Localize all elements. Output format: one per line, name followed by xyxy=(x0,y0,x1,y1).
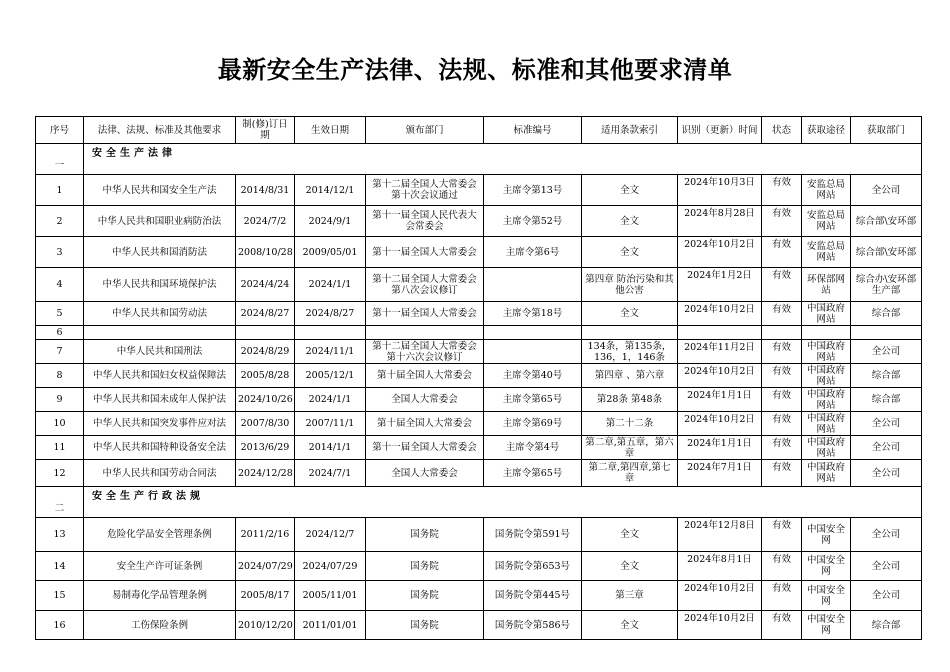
table-cell: 2024年12月8日 xyxy=(678,518,762,552)
table-cell: 2005/11/01 xyxy=(295,581,366,611)
table-cell: 2024年10月3日 xyxy=(678,175,762,206)
page-title: 最新安全生产法律、法规、标准和其他要求清单 xyxy=(217,56,733,84)
table-cell: 全文 xyxy=(582,518,678,552)
table-cell: 2024年10月2日 xyxy=(678,581,762,611)
table-cell xyxy=(484,340,582,364)
table-cell: 全文 xyxy=(582,206,678,237)
table-cell: 全公司 xyxy=(851,552,922,581)
header-row xyxy=(36,117,922,144)
table-cell: 全公司 xyxy=(851,518,922,552)
table-cell: 全文 xyxy=(582,552,678,581)
table-cell: 综合部\安环部 xyxy=(851,206,922,237)
table-cell: 3 xyxy=(36,237,84,268)
table-cell: 中华人民共和国突发事件应对法 xyxy=(84,412,236,436)
table-cell: 有效 xyxy=(762,388,802,412)
table-cell xyxy=(484,326,582,340)
table-row xyxy=(36,611,922,640)
table-cell: 2005/8/28 xyxy=(236,364,295,388)
header-cell: 生效日期 xyxy=(295,117,366,144)
table-cell: 2024/7/2 xyxy=(236,206,295,237)
table-cell: 2013/6/29 xyxy=(236,436,295,460)
table-cell: 第四章 、第六章 xyxy=(582,364,678,388)
header-cell: 识别（更新）时间 xyxy=(678,117,762,144)
table-cell: 2024/8/27 xyxy=(236,302,295,326)
table-cell: 2024/1/1 xyxy=(295,388,366,412)
table-row xyxy=(36,237,922,268)
table-cell: 国务院令第586号 xyxy=(484,611,582,640)
table-cell: 中国政府网站 xyxy=(802,388,851,412)
table-cell: 有效 xyxy=(762,581,802,611)
table-cell: 2024年1月1日 xyxy=(678,388,762,412)
table-cell: 有效 xyxy=(762,611,802,640)
table-cell: 中国安全网 xyxy=(802,518,851,552)
table-cell: 2014/8/31 xyxy=(236,175,295,206)
table-cell: 中华人民共和国劳动合同法 xyxy=(84,460,236,487)
table-cell: 有效 xyxy=(762,340,802,364)
header-cell: 法律、法规、标准及其他要求 xyxy=(84,117,236,144)
table-cell: 有效 xyxy=(762,412,802,436)
table-cell: 中华人民共和国妇女权益保障法 xyxy=(84,364,236,388)
table-cell: 第十二届全国人大常委会第十次会议通过 xyxy=(366,175,484,206)
table-cell: 14 xyxy=(36,552,84,581)
table-cell: 12 xyxy=(36,460,84,487)
table-cell: 2024年11月2日 xyxy=(678,340,762,364)
table-cell: 有效 xyxy=(762,206,802,237)
table-cell: 第二章,第五章，第六章 xyxy=(582,436,678,460)
table-cell xyxy=(678,326,762,340)
table-row xyxy=(36,326,922,340)
table-cell: 第十届全国人大常委会 xyxy=(366,364,484,388)
table-cell: 有效 xyxy=(762,237,802,268)
table-cell: 安监总局网站 xyxy=(802,237,851,268)
section-number: 二 xyxy=(36,487,84,518)
table-cell: 主席令第18号 xyxy=(484,302,582,326)
table-cell: 第28条 第48条 xyxy=(582,388,678,412)
table-cell: 危险化学品安全管理条例 xyxy=(84,518,236,552)
table-cell: 中华人民共和国安全生产法 xyxy=(84,175,236,206)
table-cell xyxy=(295,326,366,340)
table-cell: 中国政府网站 xyxy=(802,364,851,388)
table-cell: 全公司 xyxy=(851,412,922,436)
table-cell: 2008/10/28 xyxy=(236,237,295,268)
section-row xyxy=(36,487,922,518)
table-cell: 第三章 xyxy=(582,581,678,611)
table-row xyxy=(36,388,922,412)
header-cell: 颁布部门 xyxy=(366,117,484,144)
table-row xyxy=(36,518,922,552)
table-cell: 中华人民共和国特种设备安全法 xyxy=(84,436,236,460)
table-cell: 2024/12/7 xyxy=(295,518,366,552)
table-cell: 13 xyxy=(36,518,84,552)
table-cell: 2024/07/29 xyxy=(295,552,366,581)
table-cell: 2024年1月2日 xyxy=(678,268,762,302)
table-cell: 2007/8/30 xyxy=(236,412,295,436)
table-cell: 2024/07/29 xyxy=(236,552,295,581)
table-cell: 工伤保险条例 xyxy=(84,611,236,640)
table-cell: 中华人民共和国职业病防治法 xyxy=(84,206,236,237)
header-cell: 适用条款索引 xyxy=(582,117,678,144)
table-cell: 有效 xyxy=(762,268,802,302)
table-cell: 全文 xyxy=(582,302,678,326)
table-row xyxy=(36,302,922,326)
table-row xyxy=(36,340,922,364)
table-cell: 有效 xyxy=(762,302,802,326)
table-cell xyxy=(84,326,236,340)
table-cell: 2011/01/01 xyxy=(295,611,366,640)
table-cell: 2024/8/29 xyxy=(236,340,295,364)
table-cell xyxy=(582,326,678,340)
table-cell: 安监总局网站 xyxy=(802,206,851,237)
table-cell: 2 xyxy=(36,206,84,237)
table-row xyxy=(36,552,922,581)
table-row xyxy=(36,460,922,487)
table-cell: 全公司 xyxy=(851,436,922,460)
table-cell: 主席令第52号 xyxy=(484,206,582,237)
table-cell: 全国人大常委会 xyxy=(366,460,484,487)
table-cell: 主席令第6号 xyxy=(484,237,582,268)
table-cell: 国务院 xyxy=(366,518,484,552)
table-cell: 2024/7/1 xyxy=(295,460,366,487)
table-cell: 2024年7月1日 xyxy=(678,460,762,487)
table-cell: 有效 xyxy=(762,436,802,460)
table-cell: 中国政府网站 xyxy=(802,340,851,364)
table-cell: 2024年10月2日 xyxy=(678,611,762,640)
table-cell: 综合部 xyxy=(851,364,922,388)
table-cell: 中国政府网站 xyxy=(802,436,851,460)
table-cell: 第十一届全国人民代表大会常委会 xyxy=(366,206,484,237)
table-cell: 主席令第65号 xyxy=(484,388,582,412)
table-cell: 全文 xyxy=(582,611,678,640)
table-cell: 中华人民共和国消防法 xyxy=(84,237,236,268)
table-cell: 2014/1/1 xyxy=(295,436,366,460)
table-row xyxy=(36,268,922,302)
table-cell: 国务院 xyxy=(366,611,484,640)
table-cell: 2024/4/24 xyxy=(236,268,295,302)
table-cell: 有效 xyxy=(762,175,802,206)
table-cell: 环保部网站 xyxy=(802,268,851,302)
table-cell: 第十届全国人大常委会 xyxy=(366,412,484,436)
table-row xyxy=(36,175,922,206)
table-cell: 有效 xyxy=(762,460,802,487)
table-row xyxy=(36,436,922,460)
table-cell: 全公司 xyxy=(851,340,922,364)
table-cell: 中华人民共和国劳动法 xyxy=(84,302,236,326)
table-cell: 4 xyxy=(36,268,84,302)
section-row xyxy=(36,144,922,175)
table-cell: 2024/11/1 xyxy=(295,340,366,364)
table-cell xyxy=(484,268,582,302)
table-cell: 全国人大常委会 xyxy=(366,388,484,412)
table-cell: 有效 xyxy=(762,364,802,388)
table-cell: 2007/11/1 xyxy=(295,412,366,436)
table-cell: 全公司 xyxy=(851,581,922,611)
table-cell: 9 xyxy=(36,388,84,412)
table-row xyxy=(36,412,922,436)
table-cell: 全文 xyxy=(582,175,678,206)
table-cell: 中国政府网站 xyxy=(802,412,851,436)
table-cell: 2024年8月1日 xyxy=(678,552,762,581)
table-cell: 全公司 xyxy=(851,460,922,487)
table-cell xyxy=(366,326,484,340)
table-cell: 2009/05/01 xyxy=(295,237,366,268)
table-cell: 综合部\安环部 xyxy=(851,237,922,268)
table-cell: 2024年1月1日 xyxy=(678,436,762,460)
table-row xyxy=(36,364,922,388)
regulations-table xyxy=(35,116,922,640)
table-cell xyxy=(762,326,802,340)
table-body xyxy=(36,117,922,640)
table-cell: 主席令第4号 xyxy=(484,436,582,460)
table-cell: 第四章 防治污染和其他公害 xyxy=(582,268,678,302)
table-cell: 1 xyxy=(36,175,84,206)
table-cell: 7 xyxy=(36,340,84,364)
table-cell: 中国安全网 xyxy=(802,581,851,611)
table-cell: 2024/8/27 xyxy=(295,302,366,326)
table-cell: 第十一届全国人大常委会 xyxy=(366,436,484,460)
table-cell: 15 xyxy=(36,581,84,611)
section-label: 安全生产法律 xyxy=(84,144,922,175)
table-cell: 主席令第69号 xyxy=(484,412,582,436)
table-cell xyxy=(851,326,922,340)
table-cell: 2024/9/1 xyxy=(295,206,366,237)
table-cell: 2005/8/17 xyxy=(236,581,295,611)
table-cell: 有效 xyxy=(762,518,802,552)
table-cell: 安监总局网站 xyxy=(802,175,851,206)
header-cell: 获取部门 xyxy=(851,117,922,144)
table-cell: 2024年10月2日 xyxy=(678,412,762,436)
header-cell: 制(修)订日期 xyxy=(236,117,295,144)
section-label: 安全生产行政法规 xyxy=(84,487,922,518)
table-cell: 中国政府网站 xyxy=(802,460,851,487)
table-cell: 第二十二条 xyxy=(582,412,678,436)
table-cell: 中国政府网站 xyxy=(802,302,851,326)
table-cell: 综合部 xyxy=(851,388,922,412)
table-cell: 134条，第135条，136，1，146条 xyxy=(582,340,678,364)
table-cell: 第二章,第四章,第七章 xyxy=(582,460,678,487)
table-cell: 中华人民共和国刑法 xyxy=(84,340,236,364)
table-cell: 第十二届全国人大常委会第八次会议修订 xyxy=(366,268,484,302)
header-cell: 状态 xyxy=(762,117,802,144)
table-cell: 第十一届全国人大常委会 xyxy=(366,237,484,268)
table-cell: 第十一届全国人大常委会 xyxy=(366,302,484,326)
table-cell: 2024/1/1 xyxy=(295,268,366,302)
table-cell: 综合部 xyxy=(851,302,922,326)
table-cell: 5 xyxy=(36,302,84,326)
table-cell: 2014/12/1 xyxy=(295,175,366,206)
table-cell: 全公司 xyxy=(851,175,922,206)
table-cell: 中国安全网 xyxy=(802,552,851,581)
table-cell: 中华人民共和国未成年人保护法 xyxy=(84,388,236,412)
header-cell: 标准编号 xyxy=(484,117,582,144)
table-cell: 安全生产许可证条例 xyxy=(84,552,236,581)
table-cell: 国务院令第653号 xyxy=(484,552,582,581)
table-cell: 综合部 xyxy=(851,611,922,640)
table-cell: 8 xyxy=(36,364,84,388)
table-cell: 2024/10/26 xyxy=(236,388,295,412)
header-cell: 获取途径 xyxy=(802,117,851,144)
table-cell: 11 xyxy=(36,436,84,460)
table-cell: 中华人民共和国环境保护法 xyxy=(84,268,236,302)
table-cell: 2024/12/28 xyxy=(236,460,295,487)
table-cell: 易制毒化学品管理条例 xyxy=(84,581,236,611)
section-number: 一 xyxy=(36,144,84,175)
table-cell: 全文 xyxy=(582,237,678,268)
table-cell: 2024年10月2日 xyxy=(678,302,762,326)
table-cell: 2005/12/1 xyxy=(295,364,366,388)
table-cell: 综合办\安环部生产部 xyxy=(851,268,922,302)
table-cell: 16 xyxy=(36,611,84,640)
header-cell: 序号 xyxy=(36,117,84,144)
table-cell: 2024年10月2日 xyxy=(678,237,762,268)
table-cell: 6 xyxy=(36,326,84,340)
table-cell: 2011/2/16 xyxy=(236,518,295,552)
table-cell: 主席令第13号 xyxy=(484,175,582,206)
table-cell: 国务院令第591号 xyxy=(484,518,582,552)
table-cell: 2010/12/20 xyxy=(236,611,295,640)
table-cell: 国务院令第445号 xyxy=(484,581,582,611)
table-cell: 国务院 xyxy=(366,552,484,581)
table-cell: 第十二届全国人大常委会第十六次会议修订 xyxy=(366,340,484,364)
table-cell: 有效 xyxy=(762,552,802,581)
table-cell: 主席令第65号 xyxy=(484,460,582,487)
table-cell: 中国安全网 xyxy=(802,611,851,640)
table-cell: 国务院 xyxy=(366,581,484,611)
table-cell: 2024年8月28日 xyxy=(678,206,762,237)
table-cell: 2024年10月2日 xyxy=(678,364,762,388)
table-cell: 主席令第40号 xyxy=(484,364,582,388)
table-cell xyxy=(236,326,295,340)
table-row xyxy=(36,206,922,237)
table-cell xyxy=(802,326,851,340)
table-row xyxy=(36,581,922,611)
table-cell: 10 xyxy=(36,412,84,436)
